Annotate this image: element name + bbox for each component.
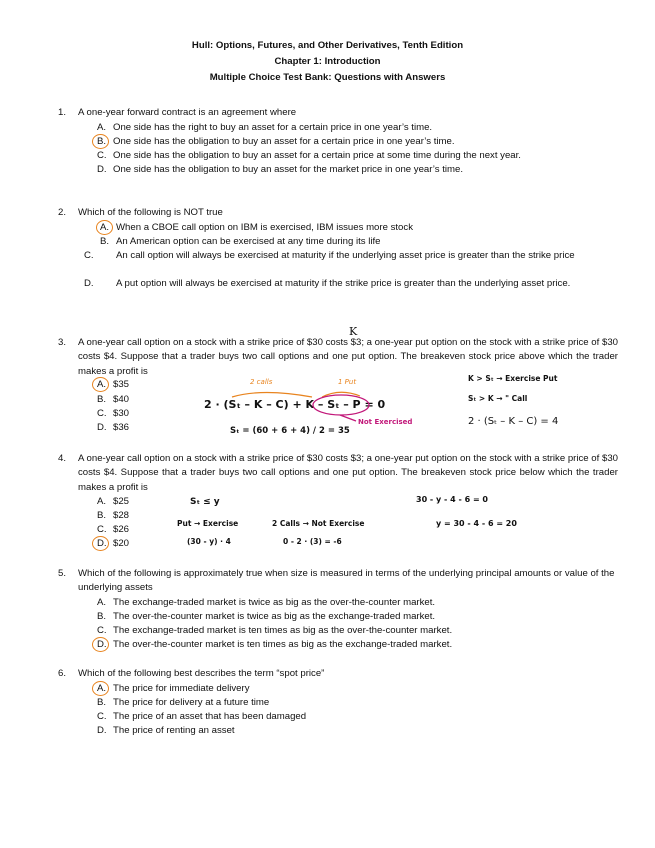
question-stem: Which of the following best describes the term “spot price” <box>78 668 325 679</box>
option-a[interactable]: A. $25 <box>97 496 130 507</box>
question-number: 3. <box>58 337 67 348</box>
option-c[interactable]: C. $26 <box>97 524 130 535</box>
option-c[interactable]: C. One side has the obligation to buy an asset for a certain price at some time during the next year. <box>97 150 521 161</box>
question-4 <box>58 452 618 495</box>
option-d[interactable]: D. A put option will always be exercised at maturity if the strike price is greater than the underlying asset price. <box>84 278 571 289</box>
option-d[interactable]: D. One side has the obligation to buy an asset for the market price in one year’s time. <box>97 164 464 175</box>
option-a[interactable]: A. $35 <box>97 379 130 390</box>
question-number: 2. <box>58 207 67 218</box>
option-b[interactable]: B. $28 <box>97 510 130 521</box>
answer-circle <box>92 536 109 551</box>
question-number: 5. <box>58 568 67 579</box>
breakeven-solution: Sₜ = (60 + 6 + 4) / 2 = 35 <box>230 426 350 436</box>
question-stem: Which of the following is approximately true when size is measured in terms of the underlying principal amounts or value of the underlying assets <box>78 568 615 594</box>
put-payoff-circle <box>313 395 369 415</box>
two-calls-label: 2 calls <box>250 378 273 386</box>
call-equation: 2 · (Sₜ – K – C) = 4 <box>468 416 559 427</box>
question-6 <box>58 667 618 681</box>
call-exercise-rule: Sₜ > K → " Call <box>468 394 528 403</box>
not-exercised-arrow <box>340 415 356 421</box>
option-b[interactable]: B. $40 <box>97 394 130 405</box>
not-exercised-label: Not Exercised <box>358 418 413 426</box>
option-d[interactable]: D. The price of renting an asset <box>97 725 235 736</box>
option-c[interactable]: C. An call option will always be exercised at maturity if the underlying asset price is greater than the strike price <box>84 250 575 261</box>
put-exercise-note: Put → Exercise <box>177 519 239 528</box>
option-b[interactable]: B. The over-the-counter market is twice as big as the exchange-traded market. <box>97 611 436 622</box>
option-d[interactable]: D. The over-the-counter market is ten times as big as the exchange-traded market. <box>97 639 453 650</box>
calls-not-exercised-note: 2 Calls → Not Exercise <box>272 519 365 528</box>
question-number: 4. <box>58 453 67 464</box>
strike-k-mark: K <box>349 325 358 338</box>
option-d[interactable]: D. $20 <box>97 538 130 549</box>
calls-value: 0 - 2 · (3) = -6 <box>283 537 342 546</box>
one-put-label: 1 Put <box>338 378 357 386</box>
test-bank-title: Multiple Choice Test Bank: Questions with Answers <box>209 72 446 83</box>
option-a[interactable]: A. One side has the right to buy an asset for a certain price in one year’s time. <box>97 122 433 133</box>
answer-circle <box>92 637 109 652</box>
doc-title: Hull: Options, Futures, and Other Derivatives, Tenth Edition <box>191 40 464 51</box>
option-a[interactable]: A. The price for immediate delivery <box>97 683 250 694</box>
option-a[interactable]: A. The exchange-traded market is twice as big as the over-the-counter market. <box>97 597 436 608</box>
put-exercise-rule: K > Sₜ → Exercise Put <box>468 374 558 383</box>
option-b[interactable]: B. The price for delivery at a future time <box>97 697 270 708</box>
option-a[interactable]: A. When a CBOE call option on IBM is exercised, IBM issues more stock <box>100 222 413 233</box>
breakeven-equation-q4: 30 - y - 4 - 6 = 0 <box>416 495 488 504</box>
question-number: 1. <box>58 107 67 118</box>
chapter-title: Chapter 1: Introduction <box>274 56 381 67</box>
breakeven-solution-q4: y = 30 - 4 - 6 = 20 <box>436 519 517 528</box>
breakeven-equation: 2 · (Sₜ – K – C) + K – Sₜ – P = 0 <box>204 398 386 411</box>
question-number: 6. <box>58 668 67 679</box>
question-stem: A one-year call option on a stock with a strike price of $30 costs $3; a one-year put option on the stock with a strike price of $30 costs $4. Suppose that a trader buys two call options and one put option. The breakeven stock price below which the trader makes a profit is <box>78 453 618 493</box>
question-stem: Which of the following is NOT true <box>78 207 223 218</box>
put-value: (30 - y) · 4 <box>187 537 231 546</box>
option-c[interactable]: C. The price of an asset that has been damaged <box>97 711 307 722</box>
question-stem: A one-year forward contract is an agreement where <box>78 107 297 118</box>
question-5 <box>58 567 618 596</box>
option-b[interactable]: B. An American option can be exercised at any time during its life <box>100 236 381 247</box>
option-d[interactable]: D. $36 <box>97 422 130 433</box>
option-b[interactable]: B. One side has the obligation to buy an asset for a certain price in one year’s time. <box>97 136 455 147</box>
answer-circle <box>92 681 109 696</box>
option-c[interactable]: C. The exchange-traded market is ten times as big as the over-the-counter market. <box>97 625 453 636</box>
question-stem: A one-year call option on a stock with a strike price of $30 costs $3; a one-year put option on the stock with a strike price of $30 costs $4. Suppose that a trader buys two call options and one put option. The breakeven stock price above which the trader makes a profit is <box>78 337 618 377</box>
price-condition: Sₜ ≤ y <box>190 497 220 507</box>
option-c[interactable]: C. $30 <box>97 408 130 419</box>
two-calls-bracket <box>232 393 312 398</box>
